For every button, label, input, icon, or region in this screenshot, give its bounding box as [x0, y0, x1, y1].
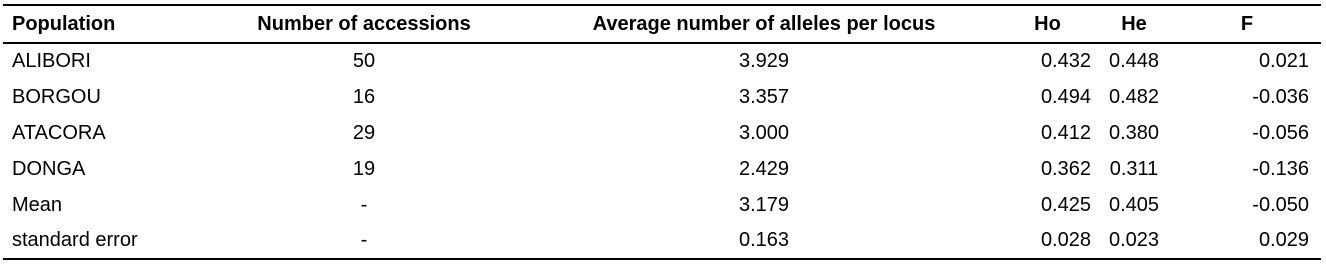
- cell-he: 0.448: [1108, 50, 1160, 72]
- table-row: [3, 115, 1321, 151]
- cell-he: 0.405: [1108, 193, 1160, 216]
- cell-f: -0.136: [1252, 157, 1309, 180]
- table-row: [3, 43, 1321, 79]
- cell-f: -0.036: [1252, 85, 1309, 108]
- cell-avg-alleles: 0.163: [528, 223, 1000, 259]
- cell-population: ATACORA: [12, 121, 106, 144]
- table-header-row: [3, 5, 1321, 43]
- cell-he: 0.023: [1095, 223, 1173, 259]
- cell-he: 0.482: [1108, 85, 1160, 108]
- cell-ho: 0.494: [1040, 85, 1091, 108]
- cell-f: 0.029: [1173, 223, 1321, 259]
- cell-avg-alleles: 3.929: [738, 50, 790, 72]
- cell-accessions: 29: [352, 121, 376, 144]
- table-row-standard-error: [3, 223, 1321, 259]
- header-population: Population: [3, 5, 200, 43]
- cell-ho: 0.425: [1040, 193, 1091, 216]
- cell-ho: 0.432: [1040, 50, 1091, 72]
- cell-accessions: 19: [352, 157, 376, 180]
- cell-he: 0.380: [1108, 121, 1160, 144]
- cell-f: -0.056: [1252, 121, 1309, 144]
- cell-avg-alleles: 3.179: [738, 193, 790, 216]
- cell-accessions: -: [200, 223, 528, 259]
- cell-population: Mean: [12, 193, 63, 216]
- cell-accessions: -: [360, 193, 368, 216]
- cell-he: 0.311: [1109, 157, 1159, 180]
- cell-f: 0.021: [1258, 50, 1309, 72]
- cell-population: DONGA: [12, 157, 86, 180]
- header-average-alleles-per-locus: Average number of alleles per locus: [528, 5, 1000, 43]
- cell-population: BORGOU: [12, 85, 101, 108]
- cell-ho: 0.362: [1040, 157, 1091, 180]
- header-he: He: [1095, 5, 1173, 43]
- header-f: F: [1173, 5, 1321, 43]
- cell-f: -0.050: [1252, 193, 1309, 216]
- cell-population: ALIBORI: [12, 50, 91, 72]
- cell-avg-alleles: 2.429: [738, 157, 790, 180]
- table-row-mean: [3, 187, 1321, 223]
- table-row: [3, 151, 1321, 187]
- table-row: [3, 79, 1321, 115]
- cell-avg-alleles: 3.357: [738, 85, 790, 108]
- cell-population: standard error: [3, 223, 200, 259]
- cell-ho: 0.412: [1040, 121, 1091, 144]
- cell-avg-alleles: 3.000: [738, 121, 790, 144]
- header-number-of-accessions: Number of accessions: [200, 5, 528, 43]
- header-ho: Ho: [1000, 5, 1095, 43]
- population-diversity-table: [3, 4, 1321, 260]
- cell-accessions: 50: [352, 50, 376, 72]
- cell-ho: 0.028: [1000, 223, 1095, 259]
- cell-accessions: 16: [352, 85, 376, 108]
